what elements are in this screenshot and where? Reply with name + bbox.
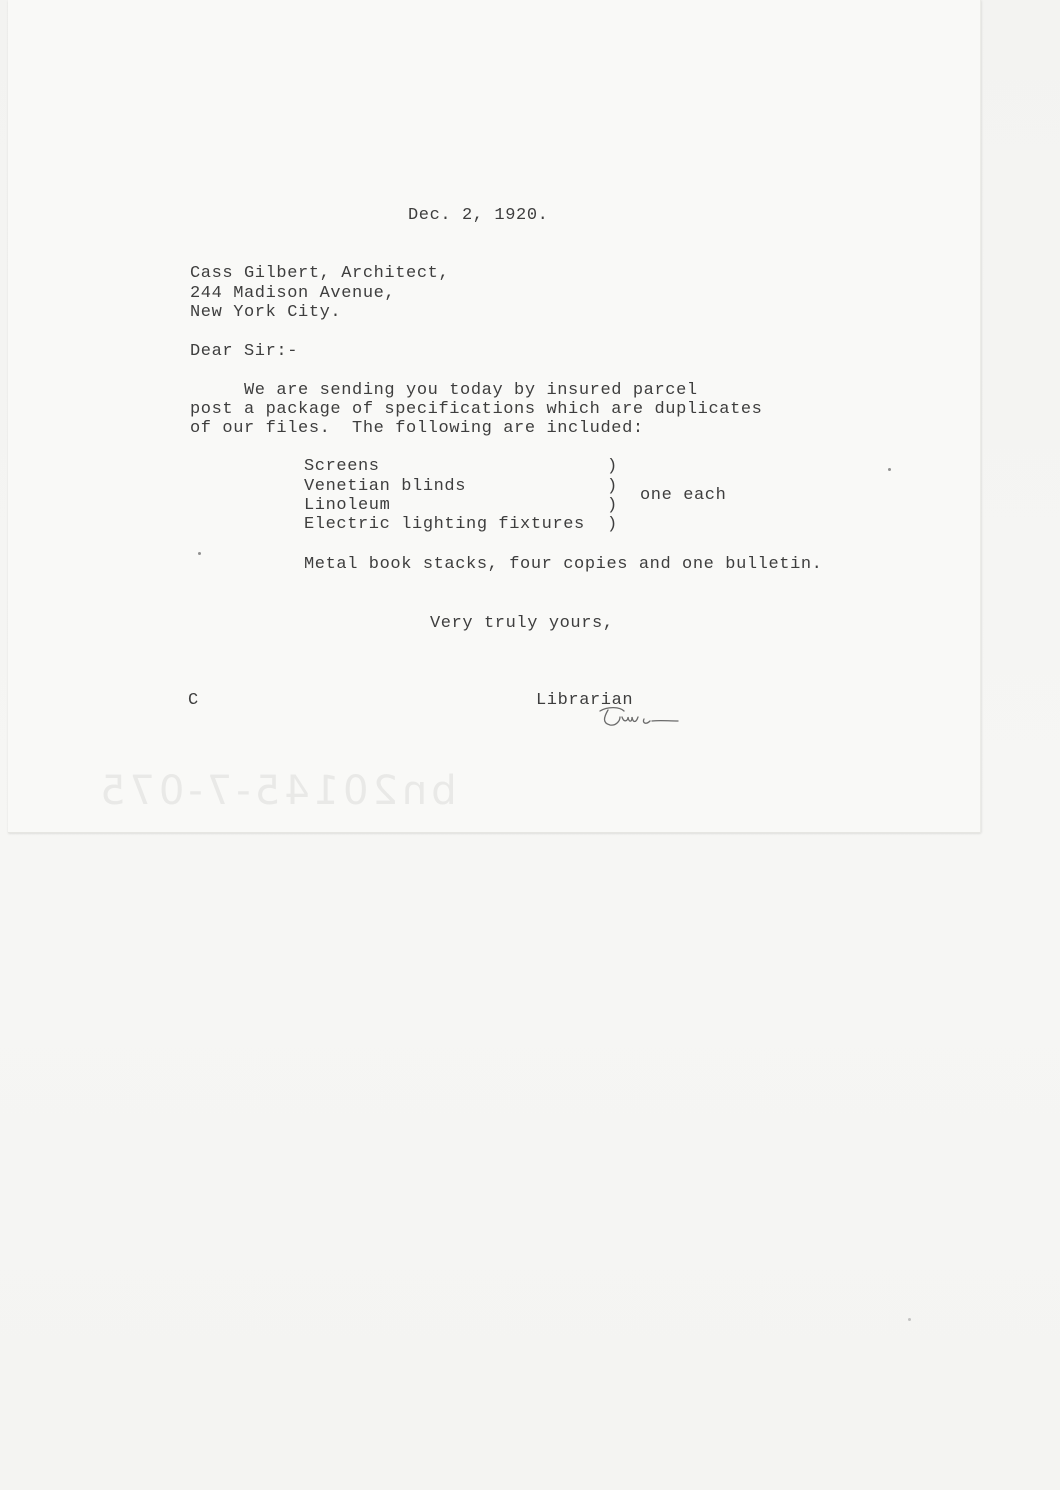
items-note: one each	[640, 486, 727, 505]
extra-items-line: Metal book stacks, four copies and one bulletin.	[304, 555, 823, 574]
recipient-name: Cass Gilbert, Architect,	[190, 264, 450, 283]
salutation: Dear Sir:-	[190, 342, 299, 361]
paper-speck	[198, 552, 201, 555]
body-line-2: post a package of specifications which are duplicates	[190, 400, 763, 419]
bracket-paren: )	[607, 477, 618, 496]
recipient-street: 244 Madison Avenue,	[190, 284, 396, 303]
bracket-paren: )	[607, 496, 618, 515]
bracket-paren: )	[607, 457, 618, 476]
copy-mark: C	[188, 691, 199, 710]
reverse-side-number: bn20145-7-075	[96, 768, 457, 814]
paper-speck	[888, 468, 891, 471]
item-venetian-blinds: Venetian blinds	[304, 477, 467, 496]
handwritten-initials	[594, 703, 686, 733]
letter-date: Dec. 2, 1920.	[408, 206, 549, 225]
bracket-paren: )	[607, 515, 618, 534]
background-speck	[908, 1318, 911, 1321]
body-line-1: We are sending you today by insured parcel	[190, 381, 698, 400]
recipient-city: New York City.	[190, 303, 342, 322]
closing: Very truly yours,	[430, 614, 614, 633]
body-line-3: of our files. The following are included:	[190, 419, 644, 438]
signer-title: Librarian	[536, 691, 634, 710]
item-electric-lighting: Electric lighting fixtures	[304, 515, 585, 534]
letter-sheet	[8, 0, 981, 833]
item-linoleum: Linoleum	[304, 496, 391, 515]
item-screens: Screens	[304, 457, 380, 476]
